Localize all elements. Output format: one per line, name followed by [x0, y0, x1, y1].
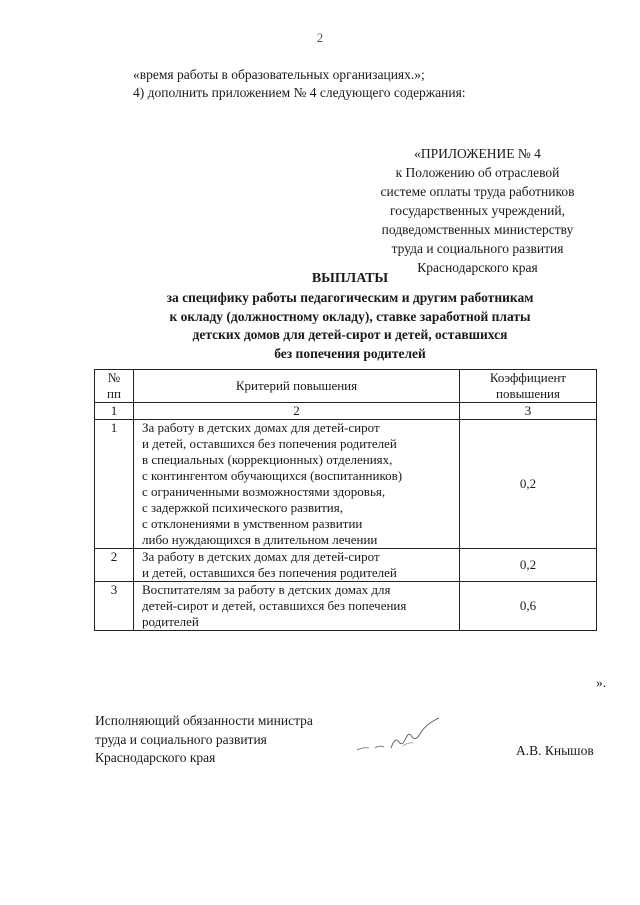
title-line: за специфику работы педагогическим и другим работникам [166, 290, 534, 305]
table-row [95, 420, 597, 549]
criterion-line: детей-сирот и детей, оставшихся без попечения [142, 598, 407, 613]
intro-text [133, 66, 466, 102]
closing-quote: ». [596, 675, 607, 690]
header-coefficient-line2: повышения [495, 386, 560, 401]
title-line: без попечения родителей [274, 345, 426, 361]
column-number: 1 [95, 403, 134, 420]
header-number-cell [95, 370, 134, 403]
title-line: детских домов для детей-сирот и детей, оставшихся [192, 327, 508, 342]
title-main: ВЫПЛАТЫ [311, 271, 389, 286]
signer-line: труда и социального развития [95, 731, 267, 747]
criterion-line: в специальных (коррекционных) отделениях, [142, 452, 393, 467]
column-number: 2 [134, 403, 460, 420]
signer-title [95, 712, 313, 768]
appendix-line: «ПРИЛОЖЕНИЕ № 4 [414, 146, 541, 161]
criterion-line: либо нуждающихся в длительном лечении [142, 532, 378, 547]
column-numbers-row [95, 403, 597, 420]
row-number: 3 [95, 582, 134, 631]
appendix-line: к Положению об отраслевой [395, 165, 560, 180]
criterion-line: За работу в детских домах для детей-сирот [142, 420, 380, 435]
signer-line: Краснодарского края [95, 750, 216, 765]
appendix-line: государственных учреждений, [390, 203, 565, 218]
criterion-line: с задержкой психического развития, [142, 500, 343, 515]
appendix-line: системе оплаты труда работников [380, 184, 575, 199]
criterion-line: с отклонениями в умственном развитии [142, 516, 363, 531]
document-title [100, 270, 600, 363]
title-line: к окладу (должностному окладу), ставке заработной платы [169, 308, 531, 324]
table-header-row [95, 370, 597, 403]
header-coefficient-line1: Коэффициент [489, 370, 567, 385]
criterion-line: и детей, оставшихся без попечения родителей [142, 436, 397, 451]
row-criterion [134, 420, 460, 549]
header-coefficient-cell [460, 370, 597, 403]
appendix-line: труда и социального развития [391, 241, 564, 256]
criterion-line: Воспитателям за работу в детских домах для [142, 582, 391, 597]
header-number-line1: № [107, 370, 121, 385]
column-number: 3 [460, 403, 597, 420]
header-number-line2: пп [107, 386, 121, 401]
row-coefficient: 0,2 [460, 549, 597, 582]
header-criterion-cell: Критерий повышения [134, 370, 460, 403]
criterion-line: родителей [142, 614, 199, 629]
row-number: 2 [95, 549, 134, 582]
intro-line-1: «время работы в образовательных организациях.»; [133, 67, 425, 82]
appendix-header [355, 144, 600, 277]
row-criterion [134, 582, 460, 631]
payments-table [94, 369, 597, 631]
handwritten-signature [355, 718, 455, 758]
criterion-line: и детей, оставшихся без попечения родителей [142, 565, 397, 580]
row-coefficient: 0,6 [460, 582, 597, 631]
row-coefficient: 0,2 [460, 420, 597, 549]
page-number: 2 [316, 30, 324, 45]
row-number: 1 [95, 420, 134, 549]
criterion-line: За работу в детских домах для детей-сирот [142, 549, 380, 564]
table-row [95, 582, 597, 631]
appendix-line: Краснодарского края [417, 260, 538, 275]
intro-line-2: 4) дополнить приложением № 4 следующего содержания: [133, 85, 466, 100]
criterion-line: с ограниченными возможностями здоровья, [142, 484, 386, 499]
criterion-line: с контингентом обучающихся (воспитанников) [142, 468, 403, 483]
appendix-line: подведомственных министерству [381, 222, 574, 237]
row-criterion [134, 549, 460, 582]
signer-name: А.В. Кнышов [516, 743, 594, 758]
signer-line: Исполняющий обязанности министра [95, 713, 313, 728]
table-row [95, 549, 597, 582]
